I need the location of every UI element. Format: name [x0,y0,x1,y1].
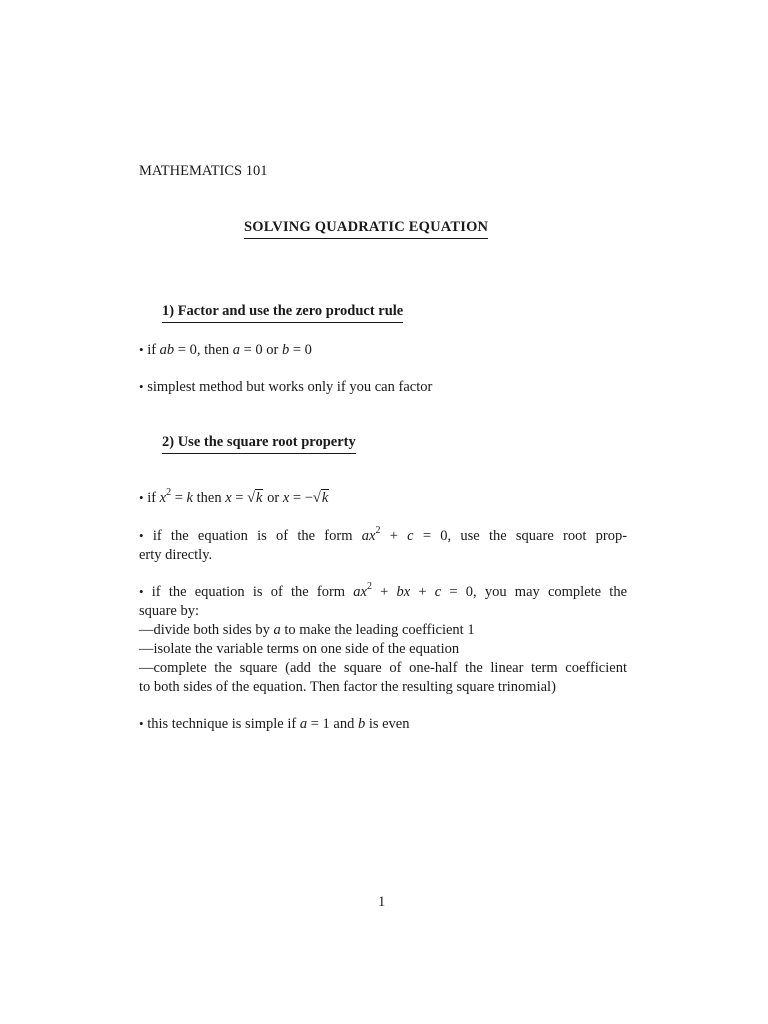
bullet-symbol: • [139,379,144,394]
section2-bullet4: • this technique is simple if a = 1 and b is even [139,716,410,732]
square-root-expression: √k [247,490,263,506]
section2-bullet1: • if $x^2 = k$ then x = √k or x = −√k [139,487,329,506]
square-root-expression: √k [312,490,329,506]
course-name: MATHEMATICS 101 [139,163,268,179]
step-divide: —divide both sides by a to make the leading coefficient 1 [139,622,475,638]
section1-heading: 1) Factor and use the zero product rule [162,303,403,323]
document-title: SOLVING QUADRATIC EQUATION [244,219,488,239]
section1-bullet2: • simplest method but works only if you can factor [139,379,433,395]
section2-bullet3: • if the equation is of the form $ax^2$ + bx + c = 0, you may complete the square by: —divide both sides by a to make the leading coefficient 1 —isolate the variable terms on one side of the equation —complete the square (add the square of one-half the linear term coefficient to both sides of the equation. Then factor the resulting square trinomial) [139,581,628,695]
section2-bullet2: • if the equation is of the form $ax^2 + c = 0$, use the square root prop- erty directly. [139,525,628,563]
step-complete-square: —complete the square (add the square of one-half the linear term coefficient [139,660,627,676]
bullet-symbol: • [139,342,144,357]
bullet-symbol: • [139,716,144,731]
bullet-symbol: • [139,490,144,505]
section2-heading: 2) Use the square root property [162,434,356,454]
page-number: 1 [378,894,386,910]
bullet-symbol: • [139,584,144,599]
bullet-symbol: • [139,528,144,543]
step-isolate: —isolate the variable terms on one side of the equation [139,641,460,657]
section1-bullet1: • if ab = 0, then a = 0 or b = 0 [139,342,312,358]
